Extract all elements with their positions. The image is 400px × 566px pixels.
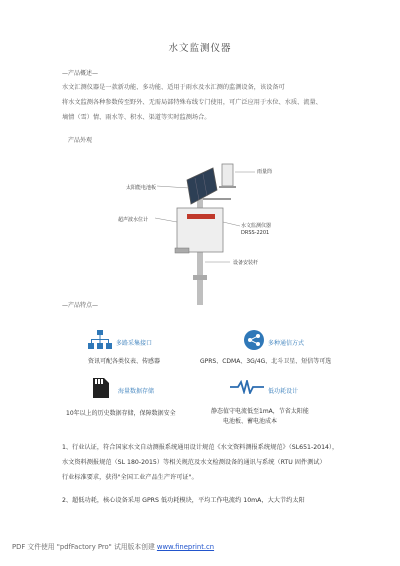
overview-line-2: 将水文监测各种参数传至野外、无需局部特殊布线专门使用，可广泛应用于水位、水质、流量、: [62, 99, 322, 106]
paragraph-1-line-2: 水文资料测报规范（SL 180-2015）等相关规范及水文检测设备的通讯与系统（RTU 固件测试）: [62, 459, 326, 466]
label-rain-gauge: 雨量筒: [257, 169, 273, 175]
paragraph-1-line-3: 行业标准要求，获得"全国工业产品生产许可证"。: [62, 474, 198, 481]
share-icon: [244, 330, 264, 350]
overview-heading: —产品概述—: [62, 70, 99, 77]
rain-gauge: [222, 164, 233, 186]
feature-4-desc-1: 静态值守电流低至1mA，节省太阳能: [211, 408, 309, 415]
overview-line-1: 水文汇测仪器是一款新功能、多功能、适用于雨水及水汇测的监测设备，该设备可: [62, 84, 285, 91]
overview-line-3: 墒情（雪）情、雨水等、积水、渠道等实时监测场合。: [62, 114, 211, 121]
paragraph-1-line-1: 1、行业认证，符合国家水文自动测报系统通用设计规范《水文资料测报系统规范》（SL651-2014），: [62, 444, 339, 451]
page-title: 水文监测仪器: [168, 43, 232, 54]
appearance-heading: 产品外观: [68, 137, 93, 144]
footer-link[interactable]: www.fineprint.cn: [156, 543, 215, 551]
feature-3-title: 海量数据存储: [118, 388, 155, 395]
cabinet-logo: [187, 214, 215, 219]
pdf-footer: [12, 541, 214, 551]
footer-text: PDF 文件使用 "pdfFactory Pro" 试用版本创建: [12, 543, 157, 551]
feature-4-desc-2: 电池板、蓄电池成本: [223, 418, 278, 425]
memory-card-icon: [93, 378, 109, 398]
hierarchy-icon: [88, 330, 112, 350]
label-ultrasonic: 超声波水位计: [118, 217, 149, 223]
feature-2-title: 多种通信方式: [268, 340, 305, 347]
feature-2-desc: GPRS、CDMA、3G/4G、北斗卫星、短信等可选: [200, 358, 332, 365]
feature-4-title: 低功耗设计: [268, 388, 299, 395]
features-heading: —产品特点—: [62, 302, 99, 309]
label-pole: 设备安装杆: [233, 260, 259, 266]
ultrasonic-sensor: [175, 248, 189, 253]
feature-1-desc: 资讯可配各类仪表、传感器: [88, 358, 161, 365]
paragraph-2-line-1: 2、超低功耗，核心设备采用 GPRS 低功耗模块，平均工作电流约 10mA，大大节约太阳: [62, 497, 305, 504]
label-model: 水文监测仪器: [241, 223, 272, 229]
pulse-icon: [230, 380, 264, 394]
label-model-code: DRSS-2201: [241, 230, 270, 236]
feature-1-title: 多路采集接口: [116, 340, 153, 347]
label-solar-panel: 太阳能电池板: [126, 185, 157, 191]
feature-3-desc: 10年以上的历史数据存储，保障数据安全: [66, 410, 176, 417]
